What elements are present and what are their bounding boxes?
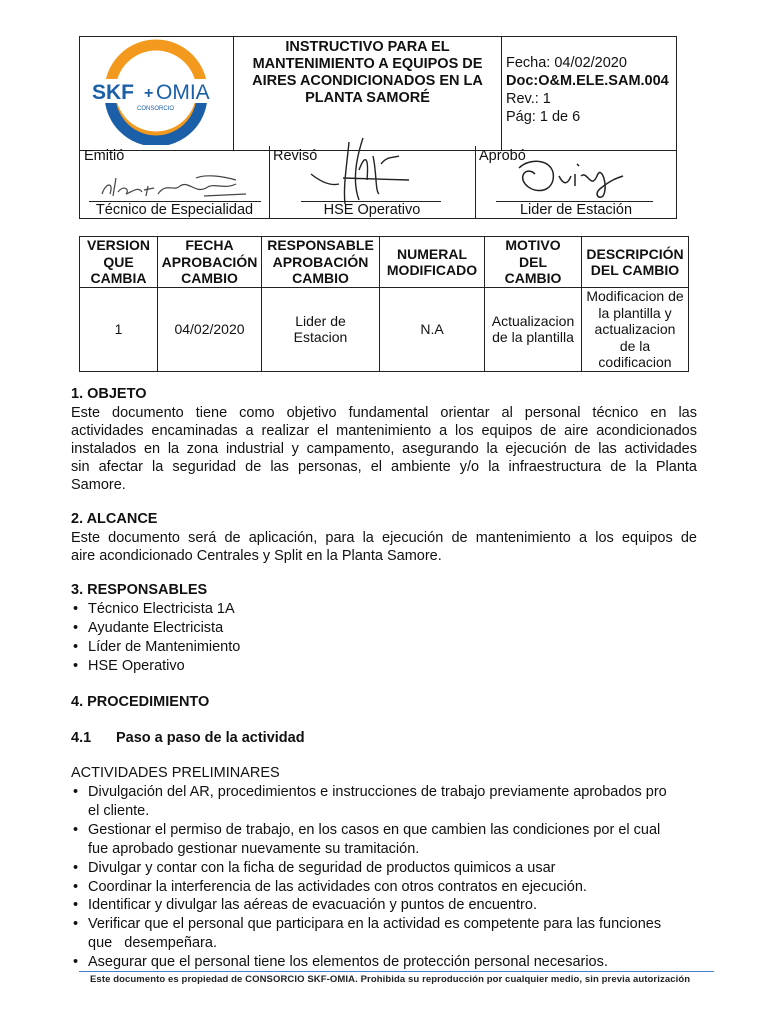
cell-text: de la [619, 337, 651, 354]
header-text: CAMBIA [90, 270, 147, 287]
responsables-list [71, 600, 697, 676]
header-text: FECHA [185, 237, 234, 254]
header-text: VERSION [86, 237, 150, 254]
signature-emitio [80, 146, 270, 218]
title-line: PLANTA SAMORÉ [305, 90, 430, 106]
section-heading-objeto: 1. OBJETO [71, 386, 147, 402]
list-item: • HSE Operativo [71, 657, 697, 676]
signature-role: HSE Operativo [323, 202, 421, 218]
cell-text: 04/02/2020 [174, 321, 245, 337]
cell-text: Actualizacion [491, 312, 575, 329]
document-meta [502, 37, 677, 151]
signature-role: Lider de Estación [519, 202, 633, 218]
logo-skf-text: SKF [92, 81, 134, 104]
list-item-text: el cliente. [88, 802, 150, 819]
list-item: • Técnico Electricista 1A [71, 600, 697, 619]
list-item-text: Coordinar la interferencia de las actividades con otros contratos en ejecución. [88, 878, 587, 895]
signature-role: Técnico de Especialidad [95, 202, 254, 218]
header-text: RESPONSABLE [267, 237, 374, 254]
section-heading-procedimiento: 4. PROCEDIMIENTO [71, 694, 210, 710]
logo-consorcio-text: CONSORCIO [137, 106, 175, 112]
cell-text: la plantilla y [598, 304, 672, 321]
cell-responsable [262, 288, 380, 372]
skf-omia-logo [80, 37, 232, 145]
list-item-text: Verificar que el personal que participara en la actividad es competente para las funciones [88, 916, 662, 933]
cell-numeral [380, 288, 485, 372]
title-line: INSTRUCTIVO PARA EL [285, 39, 450, 55]
cell-text: actualizacion [594, 321, 676, 337]
signature-row [79, 146, 677, 219]
col-version [80, 237, 158, 288]
section-heading-responsables: 3. RESPONSABLES [71, 582, 208, 598]
cell-descripcion [582, 288, 689, 372]
list-item [71, 821, 697, 859]
list-item [71, 896, 697, 915]
preliminares-list [71, 783, 697, 972]
paragraph-line: aire acondicionado Centrales y Split en la Planta Samore. [71, 548, 442, 564]
col-descripcion [582, 237, 689, 288]
header-text: DESCRIPCIÓN [586, 245, 684, 262]
list-item [71, 953, 697, 972]
col-responsable [262, 237, 380, 288]
header-text: APROBACIÓN [161, 253, 258, 270]
cell-text: N.A [420, 321, 444, 337]
list-item-text: Gestionar el permiso de trabajo, en los casos en que cambien las condiciones por el cual [88, 821, 661, 838]
list-item-text: fue aprobado gestionar nuevamente su tramitación. [88, 840, 420, 857]
cell-fecha [158, 288, 262, 372]
title-line: MANTENIMIENTO A EQUIPOS DE [252, 56, 483, 72]
paragraph-line: instalados en la zona industrial y campamento, asegurando la ejecución de las actividades [71, 441, 697, 457]
cell-text: Modificacion de [586, 288, 684, 304]
header-text: APROBACIÓN [272, 253, 369, 270]
signature-label: Aprobó [479, 148, 526, 164]
cell-motivo [485, 288, 582, 372]
signature-aprobo [475, 146, 677, 218]
logo-cell [80, 37, 234, 151]
header-text: QUE [103, 253, 134, 270]
alcance-paragraph [71, 529, 697, 565]
header-text: MOTIVO [505, 237, 561, 254]
table-header-row [80, 237, 689, 288]
list-item [71, 915, 697, 953]
list-item: • Ayudante Electricista [71, 619, 697, 638]
header-text: MODIFICADO [386, 262, 478, 278]
list-item-text: Asegurar que el personal tiene los elementos de protección personal necesarios. [88, 954, 608, 971]
list-item-text: Identificar y divulgar las aéreas de evacuación y puntos de encuentro. [88, 897, 537, 914]
header-text: CAMBIO [504, 270, 562, 287]
handwritten-signature-emitio [96, 164, 261, 204]
section-heading-alcance: 2. ALCANCE [71, 511, 158, 527]
footer-notice: Este documento es propiedad de CONSORCIO SKF-OMIA. Prohibida su reproducción por cualquier medio, sin previa autorización [90, 974, 691, 985]
header-text: CAMBIO [181, 270, 238, 287]
cell-text: codificacion [598, 354, 672, 370]
paragraph-line: sin afectar la seguridad de las personas, el ambiente y/o la infraestructura de la Planta [71, 459, 697, 475]
header-text: DEL CAMBIO [590, 262, 680, 278]
subsection-title: Paso a paso de la actividad [116, 730, 305, 746]
logo-plus: + [144, 85, 154, 102]
list-item-text: Divulgación del AR, procedimientos e instrucciones de trabajo previamente aprobados pro [88, 784, 667, 800]
list-item-text: que desempeñara. [88, 935, 217, 952]
list-item-text: Divulgar y contar con la ficha de seguridad de productos quimicos a usar [88, 859, 556, 876]
list-item [71, 783, 697, 821]
paragraph-line: Este documento tiene como objetivo fundamental orientar al personal técnico en las [71, 405, 697, 421]
doc-date: Fecha: 04/02/2020 [506, 55, 627, 71]
change-control-table [79, 236, 689, 372]
col-numeral [380, 237, 485, 288]
signature-label: Revisó [273, 148, 318, 164]
signature-label: Emitió [84, 148, 125, 164]
table-row [80, 288, 689, 372]
logo-omia-text: OMIA [156, 81, 210, 104]
paragraph-line: actividades encaminadas a realizar el mantenimiento a los equipos de aire acondicionados [71, 423, 697, 439]
header-text: CAMBIO [292, 270, 349, 287]
doc-revision: Rev.: 1 [506, 91, 551, 107]
list-item [71, 859, 697, 878]
cell-text: Estacion [293, 329, 348, 346]
paragraph-line: Este documento será de aplicación, para la ejecución de mantenimiento a los equipos de [71, 530, 697, 546]
list-item: • Líder de Mantenimiento [71, 638, 697, 657]
doc-code: Doc:O&M.ELE.SAM.004 [506, 73, 669, 89]
handwritten-signature-aprobo [505, 150, 645, 202]
cell-text: Lider de [295, 312, 346, 329]
col-motivo [485, 237, 582, 288]
objeto-paragraph [71, 404, 697, 494]
footer-divider [79, 971, 714, 972]
cell-version [80, 288, 158, 372]
signature-reviso [269, 146, 476, 218]
doc-page: Pág: 1 de 6 [506, 109, 581, 125]
col-fecha [158, 237, 262, 288]
title-line: AIRES ACONDICIONADOS EN LA [252, 73, 483, 89]
preliminares-heading: ACTIVIDADES PRELIMINARES [71, 765, 280, 781]
subsection-number: 4.1 [71, 730, 92, 746]
paragraph-line: Samore. [71, 477, 126, 493]
header-text: DEL [519, 253, 547, 270]
list-item [71, 878, 697, 897]
cell-text: 1 [114, 321, 123, 337]
header-text: NUMERAL [397, 245, 467, 262]
cell-text: de la plantilla [492, 329, 574, 346]
